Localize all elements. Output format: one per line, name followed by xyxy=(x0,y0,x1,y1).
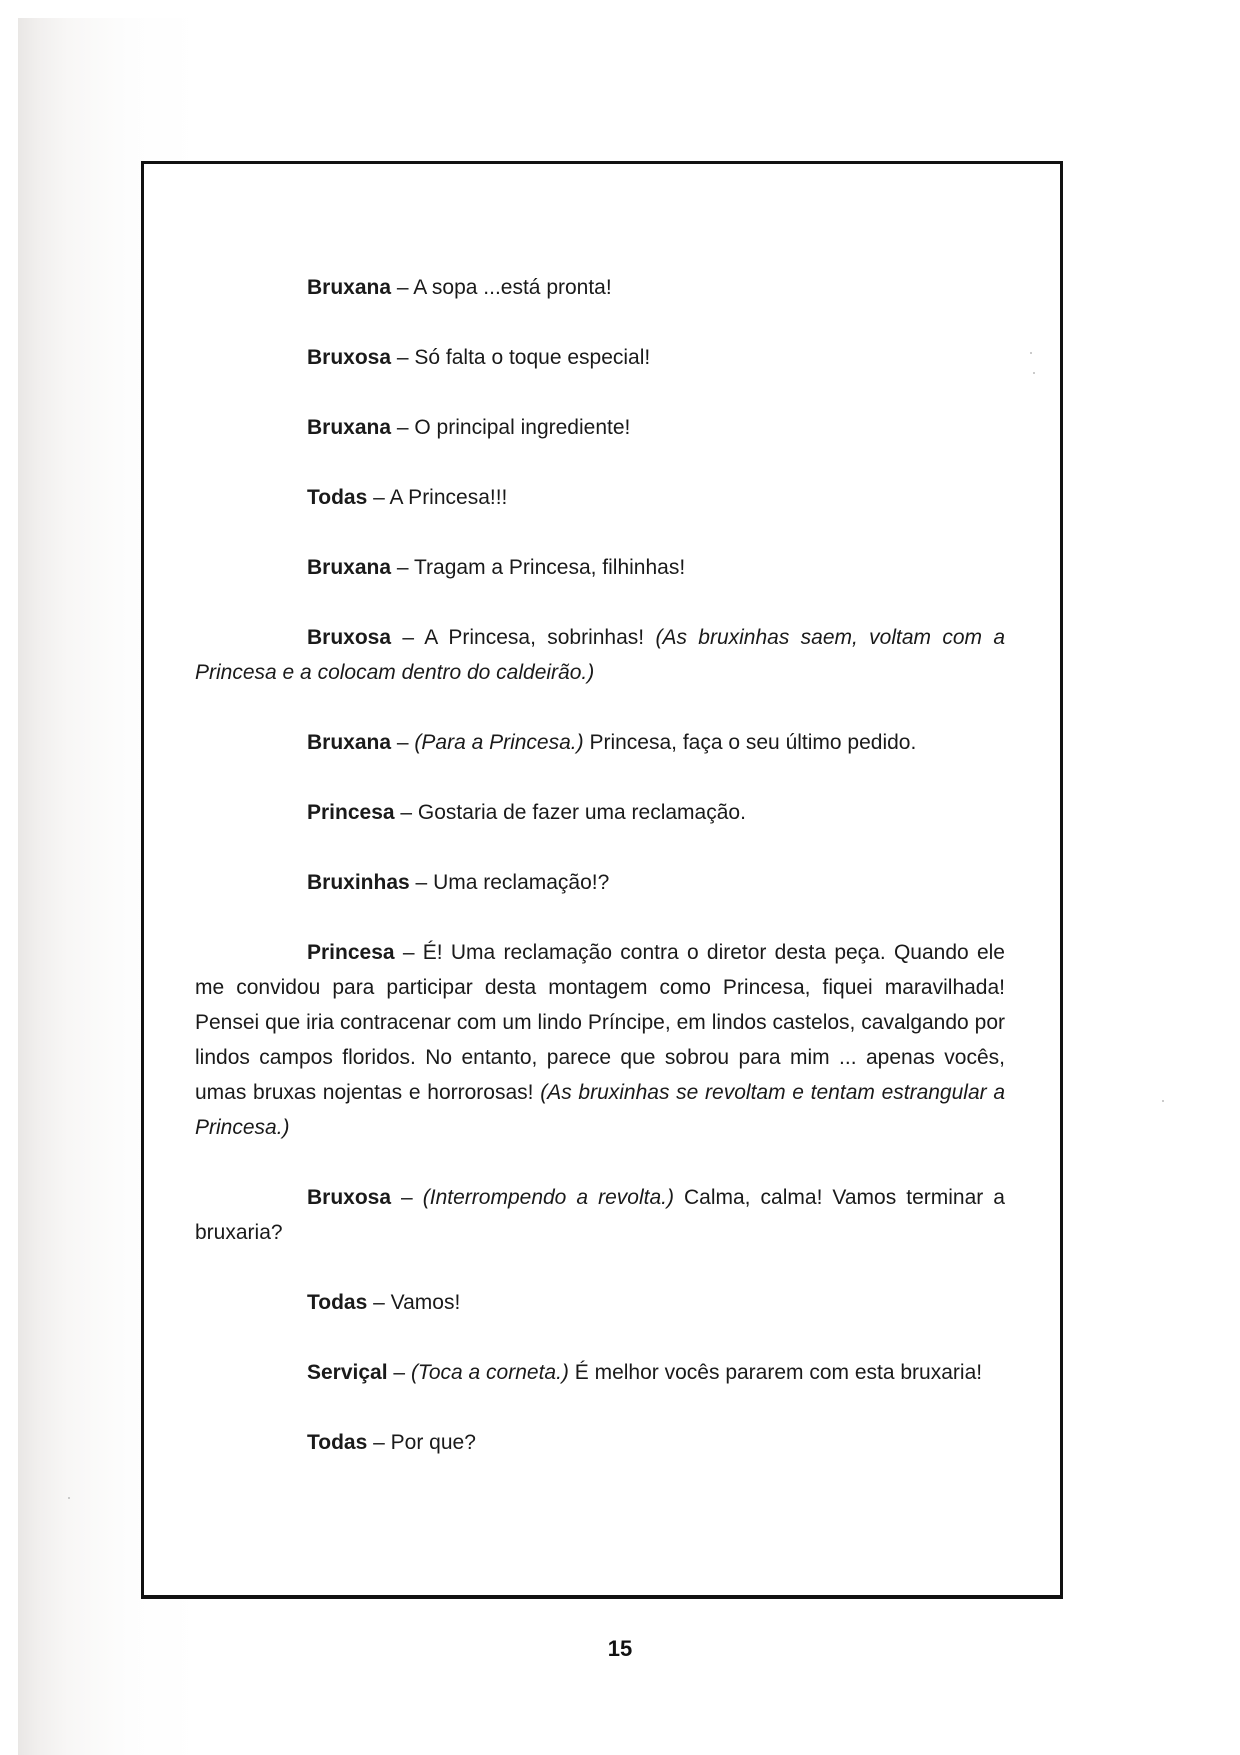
speaker-name: Todas xyxy=(307,1291,368,1314)
line-text: A Princesa, sobrinhas! xyxy=(424,626,656,649)
dash: – xyxy=(387,1361,411,1384)
line-text: O principal ingrediente! xyxy=(414,416,631,439)
speaker-name: Serviçal xyxy=(307,1361,388,1384)
page-number: 15 xyxy=(607,1636,633,1661)
scan-speck xyxy=(1030,352,1032,354)
scan-speck xyxy=(68,1497,70,1499)
dialogue-line xyxy=(195,1425,1005,1460)
dialogue-line xyxy=(195,1180,1005,1250)
dialogue-line xyxy=(195,550,1005,585)
dialogue-line xyxy=(195,620,1005,690)
speaker-name: Bruxinhas xyxy=(307,871,410,894)
scan-speck xyxy=(1162,1100,1164,1102)
stage-direction: (As bruxinhas se revoltam e tentam estrangular a Princesa.) xyxy=(195,1081,1006,1139)
dash: – xyxy=(367,486,390,509)
line-text: É! Uma reclamação contra o diretor desta peça. Quando ele me convidou para participar desta montagem como Princesa, fiquei maravilhada! Pensei que iria contracenar com um lindo Príncipe, em lindos castelos, cavalgando por lindos campos floridos. No entanto, parece que sobrou para mim ... apenas vocês, umas bruxas nojentas e horrorosas! xyxy=(195,941,1005,1104)
dash: – xyxy=(409,871,434,894)
dash: – xyxy=(367,1291,391,1314)
dash: – xyxy=(391,1186,423,1209)
dash: – xyxy=(391,626,425,649)
dash: – xyxy=(391,276,414,299)
speaker-name: Bruxosa xyxy=(307,626,392,649)
speaker-name: Bruxana xyxy=(307,276,392,299)
line-text: Calma, calma! Vamos terminar a bruxaria? xyxy=(195,1186,1005,1244)
dialogue-line xyxy=(195,1285,1005,1320)
scan-speck xyxy=(1033,372,1035,374)
dialogue-line xyxy=(195,1355,1005,1390)
speaker-name: Bruxana xyxy=(307,731,392,754)
speaker-name: Bruxosa xyxy=(307,1186,392,1209)
line-text: Por que? xyxy=(390,1431,476,1454)
dialogue-line xyxy=(195,340,1005,375)
speaker-name: Bruxana xyxy=(307,416,392,439)
dash: – xyxy=(394,801,418,824)
line-text: A Princesa!!! xyxy=(389,486,508,509)
dash: – xyxy=(391,416,415,439)
line-text: Só falta o toque especial! xyxy=(414,346,651,369)
play-script xyxy=(195,270,1005,1460)
dash: – xyxy=(391,346,415,369)
dash: – xyxy=(394,941,423,964)
line-text: Uma reclamação!? xyxy=(433,871,610,894)
dialogue-line xyxy=(195,410,1005,445)
speaker-name: Princesa xyxy=(307,941,395,964)
dash: – xyxy=(391,731,415,754)
dialogue-line xyxy=(195,865,1005,900)
speaker-name: Bruxosa xyxy=(307,346,392,369)
speaker-name: Princesa xyxy=(307,801,395,824)
line-text: Princesa, faça o seu último pedido. xyxy=(583,731,917,754)
stage-direction: (Para a Princesa.) xyxy=(414,731,584,754)
stage-direction: (Interrompendo a revolta.) xyxy=(422,1186,674,1209)
speaker-name: Todas xyxy=(307,1431,368,1454)
dialogue-line xyxy=(195,935,1005,1145)
line-text: Tragam a Princesa, filhinhas! xyxy=(414,556,686,579)
dialogue-line xyxy=(195,725,1005,760)
line-text: Vamos! xyxy=(390,1291,461,1314)
dash: – xyxy=(391,556,414,579)
line-text: Gostaria de fazer uma reclamação. xyxy=(417,801,746,824)
dialogue-line xyxy=(195,270,1005,305)
speaker-name: Bruxana xyxy=(307,556,392,579)
speaker-name: Todas xyxy=(307,486,368,509)
dialogue-line xyxy=(195,795,1005,830)
dash: – xyxy=(367,1431,391,1454)
line-text: A sopa ...está pronta! xyxy=(413,276,612,299)
stage-direction: (As bruxinhas saem, voltam com a Princesa e a colocam dentro do caldeirão.) xyxy=(195,626,1005,684)
stage-direction: (Toca a corneta.) xyxy=(410,1361,569,1384)
line-text: É melhor vocês pararem com esta bruxaria! xyxy=(568,1361,983,1384)
dialogue-line xyxy=(195,480,1005,515)
